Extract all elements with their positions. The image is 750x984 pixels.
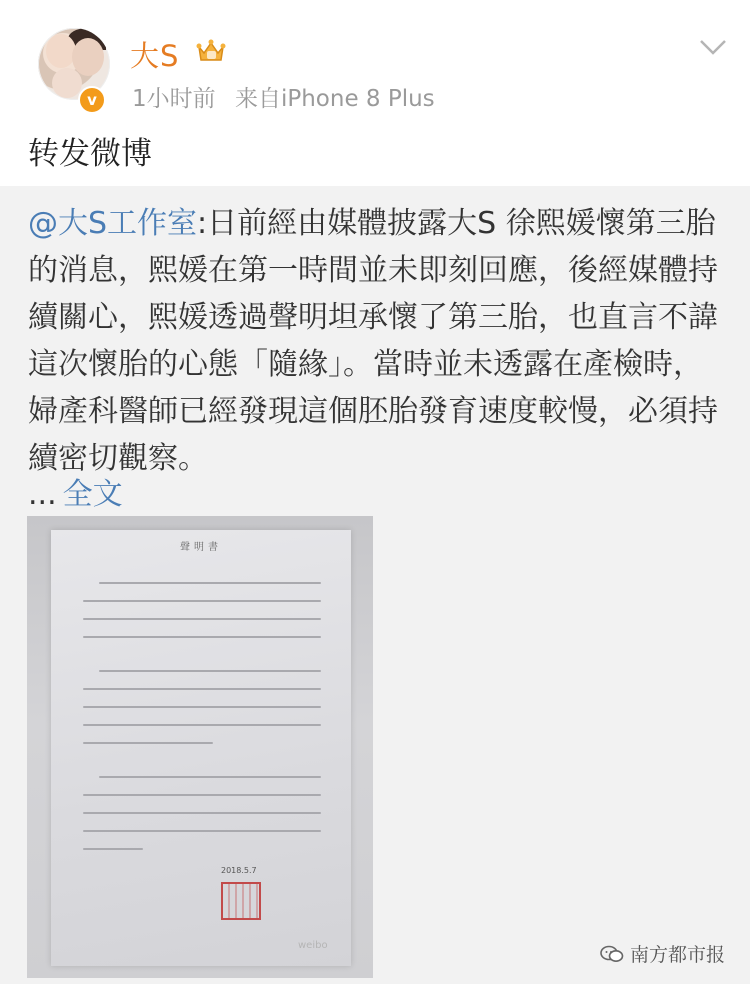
- watermark-brand: 南方都市报: [630, 944, 726, 966]
- author-name[interactable]: 大S: [130, 39, 180, 73]
- statement-image[interactable]: [27, 516, 373, 978]
- full-text-link[interactable]: 全文: [62, 477, 123, 512]
- post-time: 1小时前: [132, 86, 216, 112]
- more-row: [28, 469, 123, 513]
- watermark-logo: [600, 940, 725, 967]
- image-watermark: weibo: [298, 940, 328, 951]
- statement-paper: [51, 530, 351, 966]
- seal-stamp: [221, 882, 261, 920]
- crown-icon: [196, 38, 226, 64]
- mention-link[interactable]: @大S工作室: [28, 206, 198, 241]
- post-body: 转发微博: [28, 136, 152, 172]
- statement-date: 2018.5.7: [221, 866, 257, 875]
- post-source: 来自iPhone 8 Plus: [234, 86, 435, 112]
- post-meta: [132, 80, 447, 113]
- verified-badge-icon: v: [78, 86, 106, 114]
- ellipsis: ...: [28, 477, 57, 512]
- repost-text: [28, 200, 728, 482]
- chevron-down-icon[interactable]: [698, 36, 728, 58]
- statement-title: 聲明書: [180, 542, 222, 553]
- repost-content: :日前經由媒體披露大S 徐熙媛懷第三胎的消息，熙媛在第一時間並未即刻回應，後經媒體持續關心，熙媛透過聲明坦承懷了第三胎，也直言不諱這次懷胎的心態「隨緣」。當時並未透露在產檢時，婦產科醫師已經發現這個胚胎發育速度較慢，必須持續密切觀察。: [28, 206, 718, 476]
- post-header: [0, 0, 750, 120]
- repost-card[interactable]: [0, 186, 750, 984]
- wechat-logo-icon: [600, 945, 624, 963]
